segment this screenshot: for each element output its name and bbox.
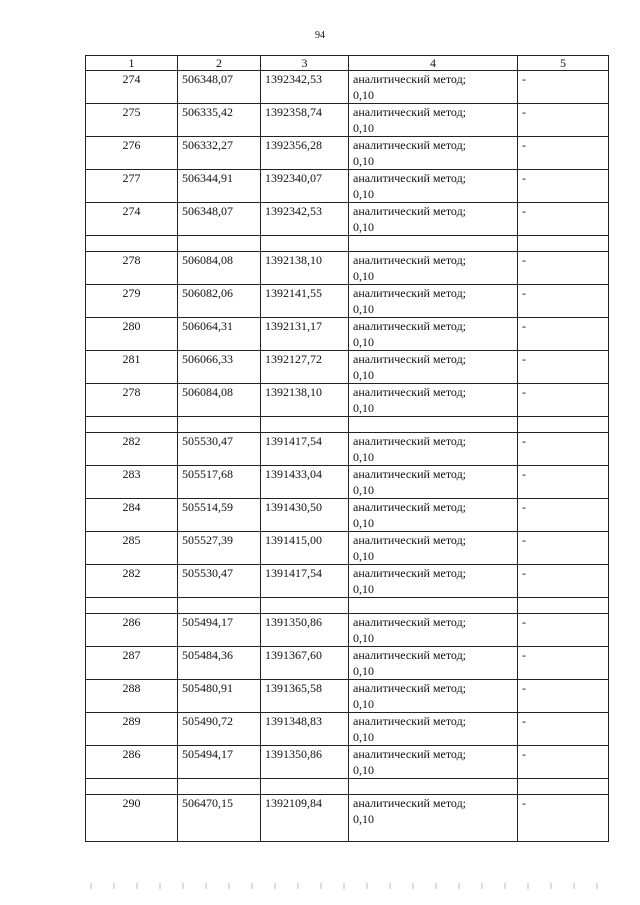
- accuracy-text: 0,10: [353, 516, 374, 530]
- accuracy-text: 0,10: [353, 401, 374, 415]
- note-cell: -: [518, 647, 609, 680]
- table-row: [86, 713, 609, 746]
- y-coordinate-cell: 1392138,10: [261, 384, 349, 417]
- y-coordinate-cell: 1391367,60: [261, 647, 349, 680]
- accuracy-text: 0,10: [353, 88, 374, 102]
- note-cell: -: [518, 680, 609, 713]
- x-coordinate-cell: 505527,39: [178, 532, 261, 565]
- method-cell: [349, 532, 518, 565]
- point-number-cell: 283: [86, 466, 178, 499]
- x-coordinate-cell: 506066,33: [178, 351, 261, 384]
- empty-cell: [261, 598, 349, 614]
- accuracy-text: 0,10: [353, 483, 374, 497]
- table-row: [86, 384, 609, 417]
- method-text: аналитический метод;: [353, 533, 467, 547]
- method-text: аналитический метод;: [353, 319, 467, 333]
- method-cell: [349, 71, 518, 104]
- table-row: [86, 71, 609, 104]
- note-cell: -: [518, 137, 609, 170]
- accuracy-text: 0,10: [353, 220, 374, 234]
- accuracy-text: 0,10: [353, 697, 374, 711]
- x-coordinate-cell: 505484,36: [178, 647, 261, 680]
- note-cell: -: [518, 203, 609, 236]
- accuracy-text: 0,10: [353, 582, 374, 596]
- empty-cell: [86, 417, 178, 433]
- accuracy-text: 0,10: [353, 187, 374, 201]
- note-cell: -: [518, 433, 609, 466]
- table-row: [86, 137, 609, 170]
- y-coordinate-cell: 1392131,17: [261, 318, 349, 351]
- empty-cell: [178, 417, 261, 433]
- point-number-cell: 284: [86, 499, 178, 532]
- method-cell: [349, 466, 518, 499]
- note-cell: -: [518, 384, 609, 417]
- x-coordinate-cell: 506084,08: [178, 384, 261, 417]
- accuracy-text: 0,10: [353, 302, 374, 316]
- y-coordinate-cell: 1391348,83: [261, 713, 349, 746]
- method-cell: [349, 104, 518, 137]
- note-cell: -: [518, 532, 609, 565]
- empty-cell: [86, 779, 178, 795]
- empty-cell: [349, 598, 518, 614]
- empty-cell: [518, 598, 609, 614]
- empty-cell: [349, 236, 518, 252]
- empty-cell: [518, 779, 609, 795]
- accuracy-text: 0,10: [353, 664, 374, 678]
- y-coordinate-cell: 1392138,10: [261, 252, 349, 285]
- method-text: аналитический метод;: [353, 648, 467, 662]
- x-coordinate-cell: 506332,27: [178, 137, 261, 170]
- spacer-row: [86, 236, 609, 252]
- y-coordinate-cell: 1392109,84: [261, 795, 349, 842]
- note-cell: -: [518, 565, 609, 598]
- table-row: [86, 565, 609, 598]
- point-number-cell: 281: [86, 351, 178, 384]
- note-cell: -: [518, 795, 609, 842]
- point-number-cell: 285: [86, 532, 178, 565]
- point-number-cell: 275: [86, 104, 178, 137]
- method-cell: [349, 680, 518, 713]
- accuracy-text: 0,10: [353, 368, 374, 382]
- method-cell: [349, 137, 518, 170]
- x-coordinate-cell: 506470,15: [178, 795, 261, 842]
- x-coordinate-cell: 505530,47: [178, 565, 261, 598]
- accuracy-text: 0,10: [353, 450, 374, 464]
- empty-cell: [518, 236, 609, 252]
- table-row: [86, 318, 609, 351]
- table-row: [86, 795, 609, 842]
- point-number-cell: 286: [86, 746, 178, 779]
- note-cell: -: [518, 170, 609, 203]
- empty-cell: [178, 598, 261, 614]
- method-text: аналитический метод;: [353, 747, 467, 761]
- x-coordinate-cell: 505494,17: [178, 614, 261, 647]
- table-row: [86, 252, 609, 285]
- method-text: аналитический метод;: [353, 72, 467, 86]
- method-text: аналитический метод;: [353, 566, 467, 580]
- x-coordinate-cell: 506348,07: [178, 71, 261, 104]
- point-number-cell: 282: [86, 565, 178, 598]
- method-text: аналитический метод;: [353, 434, 467, 448]
- method-cell: [349, 203, 518, 236]
- note-cell: -: [518, 466, 609, 499]
- method-cell: [349, 384, 518, 417]
- method-cell: [349, 285, 518, 318]
- empty-cell: [261, 779, 349, 795]
- accuracy-text: 0,10: [353, 812, 374, 826]
- accuracy-text: 0,10: [353, 763, 374, 777]
- y-coordinate-cell: 1391415,00: [261, 532, 349, 565]
- x-coordinate-cell: 505480,91: [178, 680, 261, 713]
- y-coordinate-cell: 1392356,28: [261, 137, 349, 170]
- x-coordinate-cell: 505490,72: [178, 713, 261, 746]
- x-coordinate-cell: 506082,06: [178, 285, 261, 318]
- y-coordinate-cell: 1391350,86: [261, 614, 349, 647]
- method-cell: [349, 318, 518, 351]
- method-cell: [349, 433, 518, 466]
- spacer-row: [86, 417, 609, 433]
- note-cell: -: [518, 614, 609, 647]
- empty-cell: [349, 779, 518, 795]
- note-cell: -: [518, 499, 609, 532]
- y-coordinate-cell: 1391417,54: [261, 433, 349, 466]
- method-cell: [349, 795, 518, 842]
- empty-cell: [178, 236, 261, 252]
- point-number-cell: 277: [86, 170, 178, 203]
- empty-cell: [349, 417, 518, 433]
- method-text: аналитический метод;: [353, 467, 467, 481]
- x-coordinate-cell: 505494,17: [178, 746, 261, 779]
- note-cell: -: [518, 351, 609, 384]
- method-text: аналитический метод;: [353, 253, 467, 267]
- note-cell: -: [518, 746, 609, 779]
- point-number-cell: 280: [86, 318, 178, 351]
- table-row: [86, 170, 609, 203]
- x-coordinate-cell: 505517,68: [178, 466, 261, 499]
- column-header-4: 4: [349, 56, 518, 71]
- method-text: аналитический метод;: [353, 138, 467, 152]
- table-row: [86, 203, 609, 236]
- method-text: аналитический метод;: [353, 204, 467, 218]
- x-coordinate-cell: 506344,91: [178, 170, 261, 203]
- method-cell: [349, 499, 518, 532]
- accuracy-text: 0,10: [353, 730, 374, 744]
- point-number-cell: 288: [86, 680, 178, 713]
- note-cell: -: [518, 252, 609, 285]
- y-coordinate-cell: 1392340,07: [261, 170, 349, 203]
- table-row: [86, 647, 609, 680]
- point-number-cell: 282: [86, 433, 178, 466]
- table-header-row: [86, 56, 609, 71]
- note-cell: -: [518, 285, 609, 318]
- y-coordinate-cell: 1391433,04: [261, 466, 349, 499]
- note-cell: -: [518, 713, 609, 746]
- method-cell: [349, 713, 518, 746]
- method-cell: [349, 170, 518, 203]
- y-coordinate-cell: 1391365,58: [261, 680, 349, 713]
- method-text: аналитический метод;: [353, 385, 467, 399]
- note-cell: -: [518, 104, 609, 137]
- table-row: [86, 285, 609, 318]
- point-number-cell: 278: [86, 252, 178, 285]
- method-text: аналитический метод;: [353, 171, 467, 185]
- point-number-cell: 274: [86, 71, 178, 104]
- table-row: [86, 532, 609, 565]
- x-coordinate-cell: 506335,42: [178, 104, 261, 137]
- point-number-cell: 274: [86, 203, 178, 236]
- method-cell: [349, 647, 518, 680]
- empty-cell: [86, 598, 178, 614]
- x-coordinate-cell: 505514,59: [178, 499, 261, 532]
- y-coordinate-cell: 1392127,72: [261, 351, 349, 384]
- method-cell: [349, 351, 518, 384]
- table-row: [86, 466, 609, 499]
- method-cell: [349, 252, 518, 285]
- scan-artifact: [90, 883, 610, 889]
- point-number-cell: 287: [86, 647, 178, 680]
- method-text: аналитический метод;: [353, 352, 467, 366]
- method-text: аналитический метод;: [353, 500, 467, 514]
- table-row: [86, 433, 609, 466]
- method-text: аналитический метод;: [353, 105, 467, 119]
- point-number-cell: 289: [86, 713, 178, 746]
- column-header-5: 5: [518, 56, 609, 71]
- spacer-row: [86, 779, 609, 795]
- point-number-cell: 278: [86, 384, 178, 417]
- y-coordinate-cell: 1391350,86: [261, 746, 349, 779]
- table-row: [86, 351, 609, 384]
- table-row: [86, 680, 609, 713]
- x-coordinate-cell: 505530,47: [178, 433, 261, 466]
- y-coordinate-cell: 1392342,53: [261, 203, 349, 236]
- x-coordinate-cell: 506064,31: [178, 318, 261, 351]
- x-coordinate-cell: 506348,07: [178, 203, 261, 236]
- coordinates-table: [85, 55, 609, 842]
- table-row: [86, 746, 609, 779]
- empty-cell: [86, 236, 178, 252]
- accuracy-text: 0,10: [353, 121, 374, 135]
- point-number-cell: 290: [86, 795, 178, 842]
- accuracy-text: 0,10: [353, 335, 374, 349]
- spacer-row: [86, 598, 609, 614]
- point-number-cell: 279: [86, 285, 178, 318]
- page-number: 94: [315, 30, 325, 41]
- method-cell: [349, 565, 518, 598]
- empty-cell: [178, 779, 261, 795]
- method-cell: [349, 746, 518, 779]
- empty-cell: [261, 417, 349, 433]
- accuracy-text: 0,10: [353, 631, 374, 645]
- note-cell: -: [518, 318, 609, 351]
- y-coordinate-cell: 1392141,55: [261, 285, 349, 318]
- x-coordinate-cell: 506084,08: [178, 252, 261, 285]
- method-text: аналитический метод;: [353, 796, 467, 810]
- table-row: [86, 499, 609, 532]
- accuracy-text: 0,10: [353, 549, 374, 563]
- method-text: аналитический метод;: [353, 615, 467, 629]
- column-header-1: 1: [86, 56, 178, 71]
- column-header-2: 2: [178, 56, 261, 71]
- y-coordinate-cell: 1392358,74: [261, 104, 349, 137]
- accuracy-text: 0,10: [353, 269, 374, 283]
- table-row: [86, 614, 609, 647]
- method-text: аналитический метод;: [353, 286, 467, 300]
- empty-cell: [261, 236, 349, 252]
- y-coordinate-cell: 1392342,53: [261, 71, 349, 104]
- column-header-3: 3: [261, 56, 349, 71]
- point-number-cell: 276: [86, 137, 178, 170]
- method-text: аналитический метод;: [353, 681, 467, 695]
- y-coordinate-cell: 1391430,50: [261, 499, 349, 532]
- y-coordinate-cell: 1391417,54: [261, 565, 349, 598]
- method-cell: [349, 614, 518, 647]
- table-row: [86, 104, 609, 137]
- empty-cell: [518, 417, 609, 433]
- note-cell: -: [518, 71, 609, 104]
- point-number-cell: 286: [86, 614, 178, 647]
- method-text: аналитический метод;: [353, 714, 467, 728]
- accuracy-text: 0,10: [353, 154, 374, 168]
